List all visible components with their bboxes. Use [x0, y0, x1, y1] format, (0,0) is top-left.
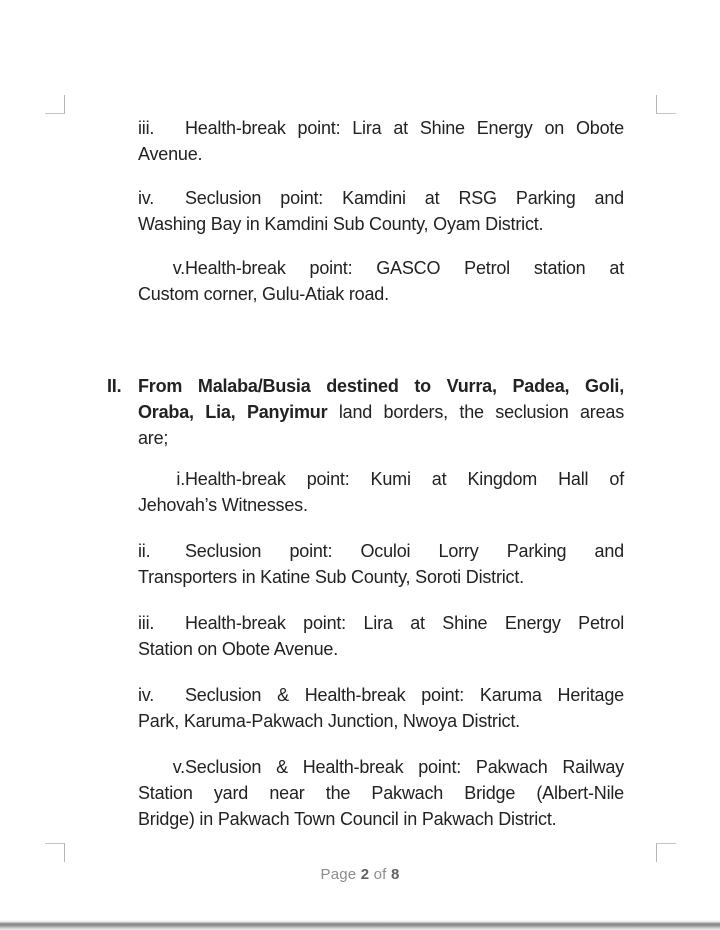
list-item-line [138, 255, 624, 281]
page-footer [0, 866, 720, 884]
section-heading-line [138, 425, 624, 451]
list-item [138, 682, 624, 734]
margin-crop-mark-top-left [45, 95, 65, 114]
list-section-2 [138, 466, 624, 832]
list-item-line [138, 185, 624, 211]
heading-text-segment: are; [138, 428, 169, 448]
footer-total-pages: 8 [390, 866, 400, 883]
list-item-text: Seclusion point: Oculoi Lorry Parking and [185, 541, 624, 561]
list-item [138, 754, 624, 832]
list-item-text: Seclusion point: Kamdini at RSG Parking and [185, 188, 624, 208]
footer-page-label: Page [320, 866, 357, 883]
list-item-line: Custom corner, Gulu-Atiak road. [138, 284, 389, 304]
list-item-line: Transporters in Katine Sub County, Soroti District. [138, 567, 524, 587]
list-item-number: iii. [138, 613, 155, 633]
list-item-line [138, 610, 624, 636]
list-item-line [138, 682, 624, 708]
list-item-number: iii. [138, 118, 155, 138]
list-item-line: Station on Obote Avenue. [138, 639, 339, 659]
footer-page-number: 2 [360, 866, 370, 883]
list-item [138, 466, 624, 518]
heading-text-segment: From Malaba/Busia destined to Vurra, Padea, Goli, [138, 376, 624, 396]
page-bottom-edge [0, 920, 720, 930]
list-item-line: Washing Bay in Kamdini Sub County, Oyam District. [138, 214, 544, 234]
margin-crop-mark-bottom-right [656, 843, 676, 862]
list-item-number: iv. [138, 685, 155, 705]
section-heading-line [138, 373, 624, 399]
list-item-number: v. [138, 757, 185, 777]
list-item-line [138, 115, 624, 141]
list-item-line [138, 538, 624, 564]
list-item [138, 255, 624, 307]
list-item [138, 115, 624, 167]
list-item-line: Bridge) in Pakwach Town Council in Pakwach District. [138, 809, 557, 829]
heading-text-segment: land borders, the seclusion areas [327, 402, 625, 422]
list-item-line: Jehovah’s Witnesses. [138, 495, 308, 515]
section-heading [107, 373, 625, 451]
margin-crop-mark-bottom-left [45, 843, 65, 862]
list-item-number: ii. [138, 541, 151, 561]
list-item-line: Station yard near the Pakwach Bridge (Albert-Nile [138, 783, 624, 803]
section-heading-line [138, 399, 624, 425]
list-item-text: Health-break point: Lira at Shine Energy on Obote [185, 118, 624, 138]
document-body [107, 115, 625, 832]
section-heading-lines [138, 373, 624, 451]
list-item-line: Avenue. [138, 144, 203, 164]
list-item-text: Seclusion & Health-break point: Pakwach Railway [185, 757, 624, 777]
margin-crop-mark-top-right [656, 95, 676, 114]
section-heading-number: II. [107, 376, 122, 396]
list-section-1 [138, 115, 624, 307]
list-item-text: Seclusion & Health-break point: Karuma Heritage [185, 685, 624, 705]
list-item-text: Health-break point: Kumi at Kingdom Hall of [185, 469, 624, 489]
list-item-number: i. [138, 469, 185, 489]
list-item [138, 610, 624, 662]
list-item-text: Health-break point: GASCO Petrol station at [185, 258, 624, 278]
list-item-text: Health-break point: Lira at Shine Energy Petrol [185, 613, 624, 633]
list-item-number: v. [138, 258, 185, 278]
footer-of-label: of [373, 866, 387, 883]
list-item-number: iv. [138, 188, 155, 208]
list-item [138, 538, 624, 590]
list-item-line [138, 754, 624, 780]
list-item [138, 185, 624, 237]
list-item-line [138, 466, 624, 492]
heading-text-segment: Oraba, Lia, Panyimur [138, 402, 328, 422]
list-item-line: Park, Karuma-Pakwach Junction, Nwoya District. [138, 711, 520, 731]
